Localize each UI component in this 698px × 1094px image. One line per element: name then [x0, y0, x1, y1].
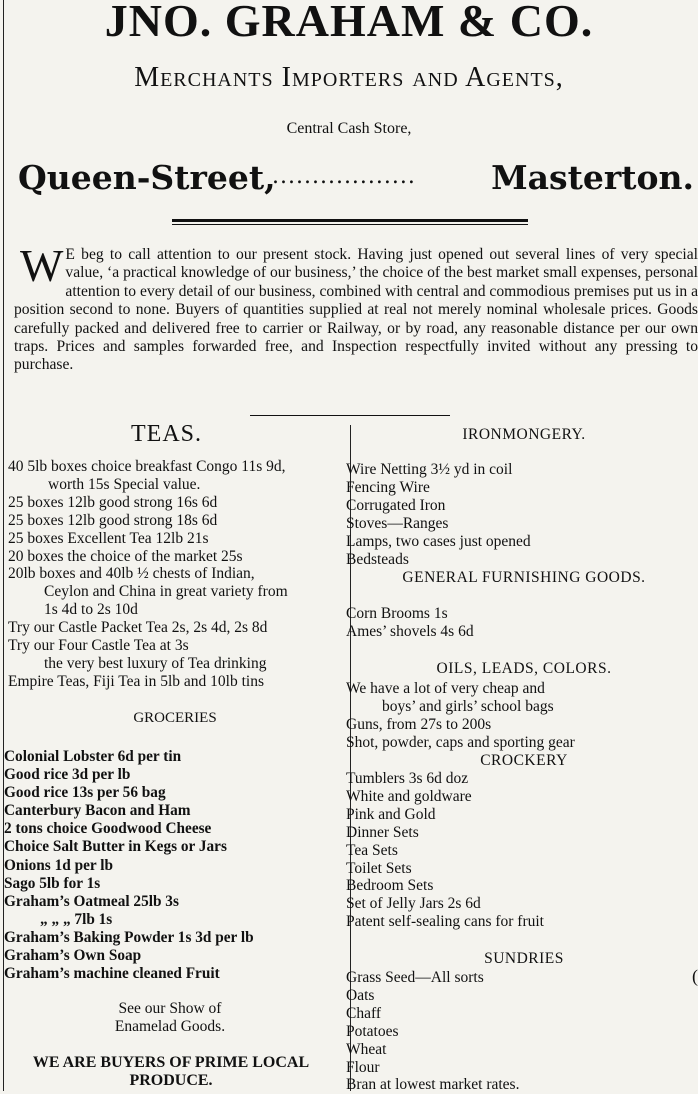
list-item: Pink and Gold	[346, 805, 436, 823]
business-subtitle: Merchants Importers and Agents,	[134, 62, 564, 93]
groceries-heading: GROCERIES	[133, 710, 217, 726]
business-name: JNO. GRAHAM & CO.	[104, 0, 594, 46]
list-item: 20lb boxes and 40lb ½ chests of Indian,	[8, 565, 255, 583]
intro-text: E beg to call attention to our present stock. Having just opened out several lines of very special value, ‘a practical knowledge of our business,’ the choice of the best market small expenses, personal attention to every detail of our business, combined with central and commodious premises put us in a position second to none. Buyers of quantities supplied at real not merely nominal wholesale prices. Goods carefully packed and delivered free to carrier or Railway, or by road, any reasonable distance per our own traps. Prices and samples forwarded free, and Inspection respectfully invited without any pressing to purchase.	[14, 246, 698, 374]
leader-dots: ..................	[272, 164, 416, 189]
edge-bracket: (	[692, 966, 698, 986]
list-item: Stoves—Ranges	[346, 514, 449, 532]
header-divider-thin	[172, 224, 528, 225]
list-item: Potatoes	[346, 1022, 399, 1040]
teas-list	[8, 458, 348, 691]
list-item: White and goldware	[346, 787, 472, 805]
list-item: Graham’s machine cleaned Fruit	[4, 965, 220, 983]
list-item: 2 tons choice Goodwood Cheese	[4, 820, 212, 838]
list-item: Good rice 13s per 56 bag	[4, 784, 166, 802]
list-item: Tumblers 3s 6d doz	[346, 770, 469, 787]
list-item: Patent self-sealing cans for fruit	[346, 913, 544, 931]
list-item: Bran at lowest market rates.	[346, 1076, 520, 1094]
list-item: the very best luxury of Tea drinking	[44, 654, 267, 672]
list-item: Choice Salt Butter in Kegs or Jars	[4, 838, 227, 856]
list-item: Empire Teas, Fiji Tea in 5lb and 10lb tins	[8, 672, 264, 690]
store-name: Central Cash Store,	[286, 120, 412, 137]
buyers-line: WE ARE BUYERS OF PRIME LOCAL	[32, 1054, 310, 1071]
list-item: 20 boxes the choice of the market 25s	[8, 547, 243, 565]
sundries-list	[346, 969, 698, 1094]
list-item: Tea Sets	[346, 841, 398, 859]
crockery-list	[346, 770, 698, 931]
list-item: Sago 5lb for 1s	[4, 874, 101, 892]
list-item: Try our Castle Packet Tea 2s, 2s 4d, 2s 8d	[8, 619, 268, 637]
list-item: worth 15s Special value.	[48, 475, 201, 493]
list-item: Fencing Wire	[346, 478, 430, 496]
show-line: See our Show of	[118, 1000, 222, 1017]
list-item: 25 boxes Excellent Tea 12lb 21s	[8, 529, 209, 547]
ironmongery-list	[346, 461, 698, 568]
list-item: Ames’ shovels 4s 6d	[346, 622, 474, 640]
list-item: Oats	[346, 986, 375, 1004]
enamel-show-note	[0, 1000, 340, 1036]
buyers-line: PRODUCE.	[129, 1072, 213, 1089]
list-item: Good rice 3d per lb	[4, 766, 131, 784]
list-item: Dinner Sets	[346, 823, 419, 841]
street-name: Queen-Street,	[18, 158, 276, 197]
show-line: Enamelad Goods.	[114, 1018, 226, 1035]
header-divider	[172, 219, 528, 222]
oils-heading: OILS, LEADS, COLORS.	[436, 660, 612, 677]
list-item: We have a lot of very cheap and	[346, 680, 545, 697]
furnishing-list	[346, 605, 698, 641]
list-item: Wheat	[346, 1040, 387, 1058]
teas-heading: TEAS.	[131, 421, 202, 447]
list-item: Ceylon and China in great variety from	[44, 583, 288, 601]
list-item: 25 boxes 12lb good strong 16s 6d	[8, 493, 218, 511]
list-item: Flour	[346, 1058, 380, 1076]
list-item: Grass Seed—All sorts	[346, 969, 484, 986]
list-item: Graham’s Baking Powder 1s 3d per lb	[4, 928, 254, 946]
groceries-list	[4, 748, 349, 983]
list-item: Graham’s Oatmeal 25lb 3s	[4, 892, 179, 910]
list-item: 1s 4d to 2s 10d	[44, 601, 138, 619]
furnishing-heading: GENERAL FURNISHING GOODS.	[402, 569, 646, 586]
list-item: Onions 1d per lb	[4, 856, 113, 874]
list-item: Toilet Sets	[346, 859, 412, 877]
list-item: Graham’s Own Soap	[4, 947, 142, 965]
oils-list	[346, 680, 698, 752]
intro-paragraph	[14, 240, 698, 375]
sundries-heading: SUNDRIES	[484, 950, 564, 967]
list-item: Bedroom Sets	[346, 877, 434, 895]
list-item: Set of Jelly Jars 2s 6d	[346, 895, 481, 913]
list-item: Corrugated Iron	[346, 496, 446, 514]
list-item: Colonial Lobster 6d per tin	[4, 748, 182, 765]
list-item: Shot, powder, caps and sporting gear	[346, 733, 575, 751]
address-line	[18, 158, 694, 202]
list-item: Try our Four Castle Tea at 3s	[8, 637, 189, 655]
buyers-notice	[0, 1054, 342, 1090]
list-item: 25 boxes 12lb good strong 18s 6d	[8, 511, 218, 529]
list-item: Corn Brooms 1s	[346, 605, 448, 622]
list-item: Canterbury Bacon and Ham	[4, 802, 191, 820]
drop-cap: W	[20, 240, 64, 291]
list-item: „ „ „ 7lb 1s	[40, 910, 113, 928]
ironmongery-heading: IRONMONGERY.	[462, 426, 586, 443]
list-item: Bedsteads	[346, 550, 409, 568]
section-divider	[250, 415, 450, 416]
list-item: Guns, from 27s to 200s	[346, 715, 492, 733]
town-name: Masterton.	[491, 158, 694, 197]
crockery-heading: CROCKERY	[480, 752, 568, 769]
list-item: Wire Netting 3½ yd in coil	[346, 461, 513, 478]
list-item: 40 5lb boxes choice breakfast Congo 11s 9d,	[8, 458, 286, 475]
list-item: Chaff	[346, 1004, 382, 1022]
list-item: boys’ and girls’ school bags	[382, 697, 554, 715]
list-item: Lamps, two cases just opened	[346, 532, 531, 550]
